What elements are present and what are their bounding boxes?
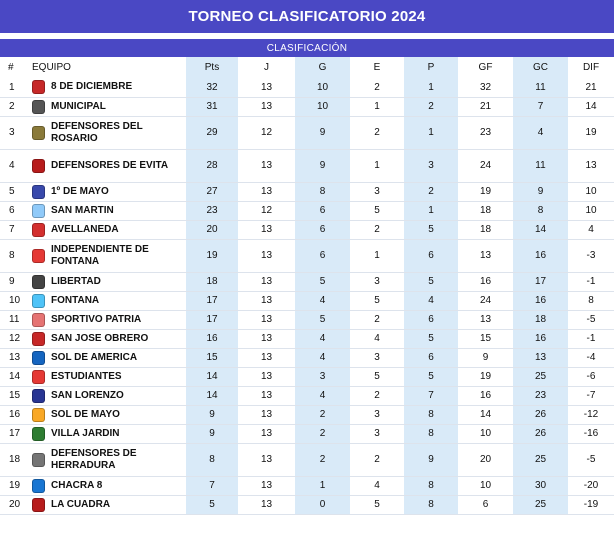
row-position: 14	[0, 367, 28, 386]
stat-gf: 13	[458, 310, 513, 329]
stat-p: 8	[404, 424, 458, 443]
stat-pts: 32	[186, 78, 238, 97]
stat-gf: 15	[458, 329, 513, 348]
standings-table	[0, 57, 614, 515]
stat-j: 13	[238, 239, 295, 272]
stat-g: 2	[295, 405, 350, 424]
col-header-p: P	[404, 57, 458, 78]
team-cell	[28, 495, 186, 514]
table-row	[0, 182, 614, 201]
row-position: 3	[0, 116, 28, 149]
stat-gc: 25	[513, 495, 568, 514]
stat-dif: -16	[568, 424, 614, 443]
stat-gf: 18	[458, 220, 513, 239]
stat-gc: 4	[513, 116, 568, 149]
stat-dif: -1	[568, 329, 614, 348]
stat-j: 13	[238, 78, 295, 97]
stat-p: 4	[404, 291, 458, 310]
row-position: 10	[0, 291, 28, 310]
team-cell	[28, 201, 186, 220]
team-crest-icon	[32, 389, 45, 403]
team-name: SOL DE MAYO	[51, 408, 120, 420]
team-name: DEFENSORES DE EVITA	[51, 159, 169, 171]
stat-e: 4	[350, 476, 404, 495]
row-position: 11	[0, 310, 28, 329]
stat-j: 13	[238, 476, 295, 495]
row-position: 13	[0, 348, 28, 367]
stat-g: 9	[295, 116, 350, 149]
stat-gc: 16	[513, 329, 568, 348]
team-crest-icon	[32, 453, 45, 467]
stat-pts: 29	[186, 116, 238, 149]
col-header-num: #	[8, 62, 14, 73]
row-position: 17	[0, 424, 28, 443]
stat-pts: 27	[186, 182, 238, 201]
tournament-title: TORNEO CLASIFICATORIO 2024	[0, 0, 614, 33]
stat-j: 13	[238, 329, 295, 348]
stat-g: 2	[295, 424, 350, 443]
stat-j: 13	[238, 424, 295, 443]
stat-e: 2	[350, 443, 404, 476]
stat-e: 2	[350, 386, 404, 405]
stat-dif: -4	[568, 348, 614, 367]
stat-p: 5	[404, 272, 458, 291]
stat-pts: 14	[186, 386, 238, 405]
stat-e: 2	[350, 220, 404, 239]
table-row	[0, 476, 614, 495]
stat-g: 6	[295, 220, 350, 239]
stat-pts: 19	[186, 239, 238, 272]
stat-gc: 11	[513, 78, 568, 97]
stat-j: 13	[238, 386, 295, 405]
stat-dif: 10	[568, 201, 614, 220]
team-cell	[28, 443, 186, 476]
stat-p: 8	[404, 405, 458, 424]
team-cell	[28, 272, 186, 291]
stat-pts: 16	[186, 329, 238, 348]
team-name: SAN MARTIN	[51, 204, 114, 216]
stat-g: 3	[295, 367, 350, 386]
stat-g: 6	[295, 239, 350, 272]
stat-p: 2	[404, 182, 458, 201]
stat-p: 1	[404, 78, 458, 97]
table-row	[0, 443, 614, 476]
stat-g: 4	[295, 329, 350, 348]
stat-pts: 7	[186, 476, 238, 495]
stat-gc: 30	[513, 476, 568, 495]
stat-e: 2	[350, 116, 404, 149]
stat-j: 13	[238, 348, 295, 367]
stat-gf: 13	[458, 239, 513, 272]
team-cell	[28, 116, 186, 149]
team-crest-icon	[32, 294, 45, 308]
stat-gf: 10	[458, 424, 513, 443]
stat-g: 4	[295, 348, 350, 367]
stat-e: 5	[350, 291, 404, 310]
stat-gf: 10	[458, 476, 513, 495]
row-position: 7	[0, 220, 28, 239]
stat-p: 1	[404, 201, 458, 220]
stat-gf: 9	[458, 348, 513, 367]
stat-gc: 9	[513, 182, 568, 201]
team-crest-icon	[32, 408, 45, 422]
team-crest-icon	[32, 498, 45, 512]
stat-g: 4	[295, 386, 350, 405]
stat-j: 13	[238, 291, 295, 310]
table-row	[0, 149, 614, 182]
team-cell	[28, 329, 186, 348]
stat-gc: 11	[513, 149, 568, 182]
team-crest-icon	[32, 185, 45, 199]
stat-g: 8	[295, 182, 350, 201]
stat-gf: 19	[458, 182, 513, 201]
stat-p: 3	[404, 149, 458, 182]
team-name: SAN JOSE OBRERO	[51, 332, 149, 344]
standings-subtitle: CLASIFICACIÓN	[0, 39, 614, 57]
stat-dif: 4	[568, 220, 614, 239]
stat-p: 7	[404, 386, 458, 405]
row-position: 9	[0, 272, 28, 291]
table-header-row	[0, 57, 614, 78]
stat-e: 5	[350, 367, 404, 386]
team-name: SPORTIVO PATRIA	[51, 313, 142, 325]
stat-gf: 16	[458, 386, 513, 405]
col-header-dif: DIF	[582, 62, 600, 73]
team-cell	[28, 476, 186, 495]
table-row	[0, 239, 614, 272]
stat-e: 3	[350, 348, 404, 367]
row-position: 8	[0, 239, 28, 272]
stat-e: 2	[350, 310, 404, 329]
team-cell	[28, 149, 186, 182]
stat-dif: -5	[568, 310, 614, 329]
stat-j: 13	[238, 97, 295, 116]
stat-gc: 17	[513, 272, 568, 291]
stat-j: 13	[238, 272, 295, 291]
stat-gf: 20	[458, 443, 513, 476]
stat-gc: 23	[513, 386, 568, 405]
row-position: 4	[0, 149, 28, 182]
team-crest-icon	[32, 223, 45, 237]
stat-gf: 19	[458, 367, 513, 386]
stat-pts: 20	[186, 220, 238, 239]
col-header-e: E	[373, 62, 381, 73]
team-cell	[28, 367, 186, 386]
team-crest-icon	[32, 204, 45, 218]
stat-gf: 6	[458, 495, 513, 514]
row-position: 15	[0, 386, 28, 405]
row-position: 18	[0, 443, 28, 476]
stat-pts: 8	[186, 443, 238, 476]
team-name: SAN LORENZO	[51, 389, 124, 401]
col-header-j: J	[264, 62, 269, 73]
stat-g: 2	[295, 443, 350, 476]
stat-gf: 18	[458, 201, 513, 220]
team-name: VILLA JARDIN	[51, 427, 120, 439]
stat-dif: -7	[568, 386, 614, 405]
stat-gf: 23	[458, 116, 513, 149]
team-cell	[28, 348, 186, 367]
stat-j: 13	[238, 182, 295, 201]
stat-pts: 23	[186, 201, 238, 220]
team-name: DEFENSORES DE HERRADURA	[51, 447, 137, 471]
stat-p: 5	[404, 220, 458, 239]
table-row	[0, 291, 614, 310]
table-row	[0, 220, 614, 239]
team-crest-icon	[32, 126, 45, 140]
table-row	[0, 78, 614, 97]
row-position: 5	[0, 182, 28, 201]
stat-gf: 24	[458, 291, 513, 310]
team-name: ESTUDIANTES	[51, 370, 122, 382]
stat-pts: 17	[186, 291, 238, 310]
team-name: 8 DE DICIEMBRE	[51, 81, 133, 93]
stat-pts: 15	[186, 348, 238, 367]
stat-dif: 14	[568, 97, 614, 116]
team-crest-icon	[32, 313, 45, 327]
stat-gf: 14	[458, 405, 513, 424]
stat-dif: -6	[568, 367, 614, 386]
stat-e: 5	[350, 495, 404, 514]
stat-g: 4	[295, 291, 350, 310]
stat-pts: 31	[186, 97, 238, 116]
table-row	[0, 116, 614, 149]
team-cell	[28, 310, 186, 329]
row-position: 12	[0, 329, 28, 348]
table-row	[0, 348, 614, 367]
stat-j: 13	[238, 149, 295, 182]
team-name: INDEPENDIENTE DE FONTANA	[51, 243, 149, 267]
stat-gc: 13	[513, 348, 568, 367]
row-position: 2	[0, 97, 28, 116]
stat-g: 5	[295, 310, 350, 329]
team-crest-icon	[32, 249, 45, 263]
team-name: DEFENSORES DEL ROSARIO	[51, 120, 143, 144]
stat-pts: 28	[186, 149, 238, 182]
team-crest-icon	[32, 351, 45, 365]
stat-pts: 9	[186, 424, 238, 443]
stat-j: 13	[238, 443, 295, 476]
table-row	[0, 97, 614, 116]
table-row	[0, 424, 614, 443]
team-crest-icon	[32, 275, 45, 289]
stat-p: 1	[404, 116, 458, 149]
col-header-gc: GC	[513, 57, 568, 78]
stat-p: 6	[404, 239, 458, 272]
table-row	[0, 495, 614, 514]
team-cell	[28, 239, 186, 272]
stat-e: 3	[350, 182, 404, 201]
table-row	[0, 201, 614, 220]
stat-e: 3	[350, 272, 404, 291]
table-row	[0, 367, 614, 386]
stat-g: 9	[295, 149, 350, 182]
team-name: LA CUADRA	[51, 498, 111, 510]
team-crest-icon	[32, 80, 45, 94]
team-crest-icon	[32, 159, 45, 173]
stat-j: 13	[238, 310, 295, 329]
stat-pts: 14	[186, 367, 238, 386]
stat-g: 6	[295, 201, 350, 220]
stat-gc: 25	[513, 367, 568, 386]
stat-e: 3	[350, 424, 404, 443]
stat-dif: -1	[568, 272, 614, 291]
stat-p: 6	[404, 348, 458, 367]
stat-e: 1	[350, 149, 404, 182]
stat-dif: 10	[568, 182, 614, 201]
stat-e: 4	[350, 329, 404, 348]
team-cell	[28, 182, 186, 201]
team-cell	[28, 405, 186, 424]
stat-g: 10	[295, 78, 350, 97]
stat-pts: 18	[186, 272, 238, 291]
stat-dif: 8	[568, 291, 614, 310]
row-position: 1	[0, 78, 28, 97]
stat-j: 12	[238, 116, 295, 149]
stat-pts: 5	[186, 495, 238, 514]
team-name: CHACRA 8	[51, 479, 103, 491]
team-cell	[28, 386, 186, 405]
stat-gf: 24	[458, 149, 513, 182]
stat-gc: 8	[513, 201, 568, 220]
row-position: 20	[0, 495, 28, 514]
stat-gf: 21	[458, 97, 513, 116]
col-header-g: G	[295, 57, 350, 78]
team-cell	[28, 424, 186, 443]
stat-dif: -19	[568, 495, 614, 514]
stat-p: 5	[404, 329, 458, 348]
stat-gc: 16	[513, 291, 568, 310]
stat-g: 5	[295, 272, 350, 291]
stat-dif: 21	[568, 78, 614, 97]
stat-gc: 18	[513, 310, 568, 329]
team-cell	[28, 97, 186, 116]
stat-p: 9	[404, 443, 458, 476]
stat-e: 1	[350, 239, 404, 272]
col-header-pts: Pts	[186, 57, 238, 78]
team-name: SOL DE AMERICA	[51, 351, 138, 363]
stat-pts: 9	[186, 405, 238, 424]
team-name: 1º DE MAYO	[51, 185, 109, 197]
stat-dif: -12	[568, 405, 614, 424]
stat-gf: 32	[458, 78, 513, 97]
team-cell	[28, 78, 186, 97]
team-crest-icon	[32, 427, 45, 441]
team-cell	[28, 291, 186, 310]
stat-j: 12	[238, 201, 295, 220]
stat-j: 13	[238, 367, 295, 386]
stat-g: 10	[295, 97, 350, 116]
stat-j: 13	[238, 220, 295, 239]
stat-gc: 25	[513, 443, 568, 476]
row-position: 6	[0, 201, 28, 220]
table-row	[0, 386, 614, 405]
col-header-team: EQUIPO	[32, 62, 71, 73]
team-crest-icon	[32, 332, 45, 346]
stat-gc: 7	[513, 97, 568, 116]
stat-dif: -5	[568, 443, 614, 476]
stat-dif: 13	[568, 149, 614, 182]
stat-p: 2	[404, 97, 458, 116]
stat-j: 13	[238, 495, 295, 514]
table-row	[0, 272, 614, 291]
team-name: AVELLANEDA	[51, 223, 119, 235]
stat-dif: -3	[568, 239, 614, 272]
stat-p: 8	[404, 476, 458, 495]
stat-gc: 26	[513, 405, 568, 424]
stat-dif: -20	[568, 476, 614, 495]
table-row	[0, 329, 614, 348]
stat-gc: 16	[513, 239, 568, 272]
stat-g: 0	[295, 495, 350, 514]
stat-e: 5	[350, 201, 404, 220]
stat-gc: 26	[513, 424, 568, 443]
stat-gf: 16	[458, 272, 513, 291]
table-row	[0, 310, 614, 329]
row-position: 16	[0, 405, 28, 424]
stat-pts: 17	[186, 310, 238, 329]
stat-gc: 14	[513, 220, 568, 239]
stat-dif: 19	[568, 116, 614, 149]
team-crest-icon	[32, 370, 45, 384]
team-cell	[28, 220, 186, 239]
stat-p: 5	[404, 367, 458, 386]
stat-j: 13	[238, 405, 295, 424]
stat-e: 2	[350, 78, 404, 97]
team-name: LIBERTAD	[51, 275, 101, 287]
table-row	[0, 405, 614, 424]
stat-e: 1	[350, 97, 404, 116]
stat-e: 3	[350, 405, 404, 424]
col-header-gf: GF	[478, 62, 493, 73]
stat-p: 8	[404, 495, 458, 514]
stat-g: 1	[295, 476, 350, 495]
team-name: FONTANA	[51, 294, 100, 306]
team-crest-icon	[32, 100, 45, 114]
row-position: 19	[0, 476, 28, 495]
stat-p: 6	[404, 310, 458, 329]
team-crest-icon	[32, 479, 45, 493]
team-name: MUNICIPAL	[51, 100, 106, 112]
